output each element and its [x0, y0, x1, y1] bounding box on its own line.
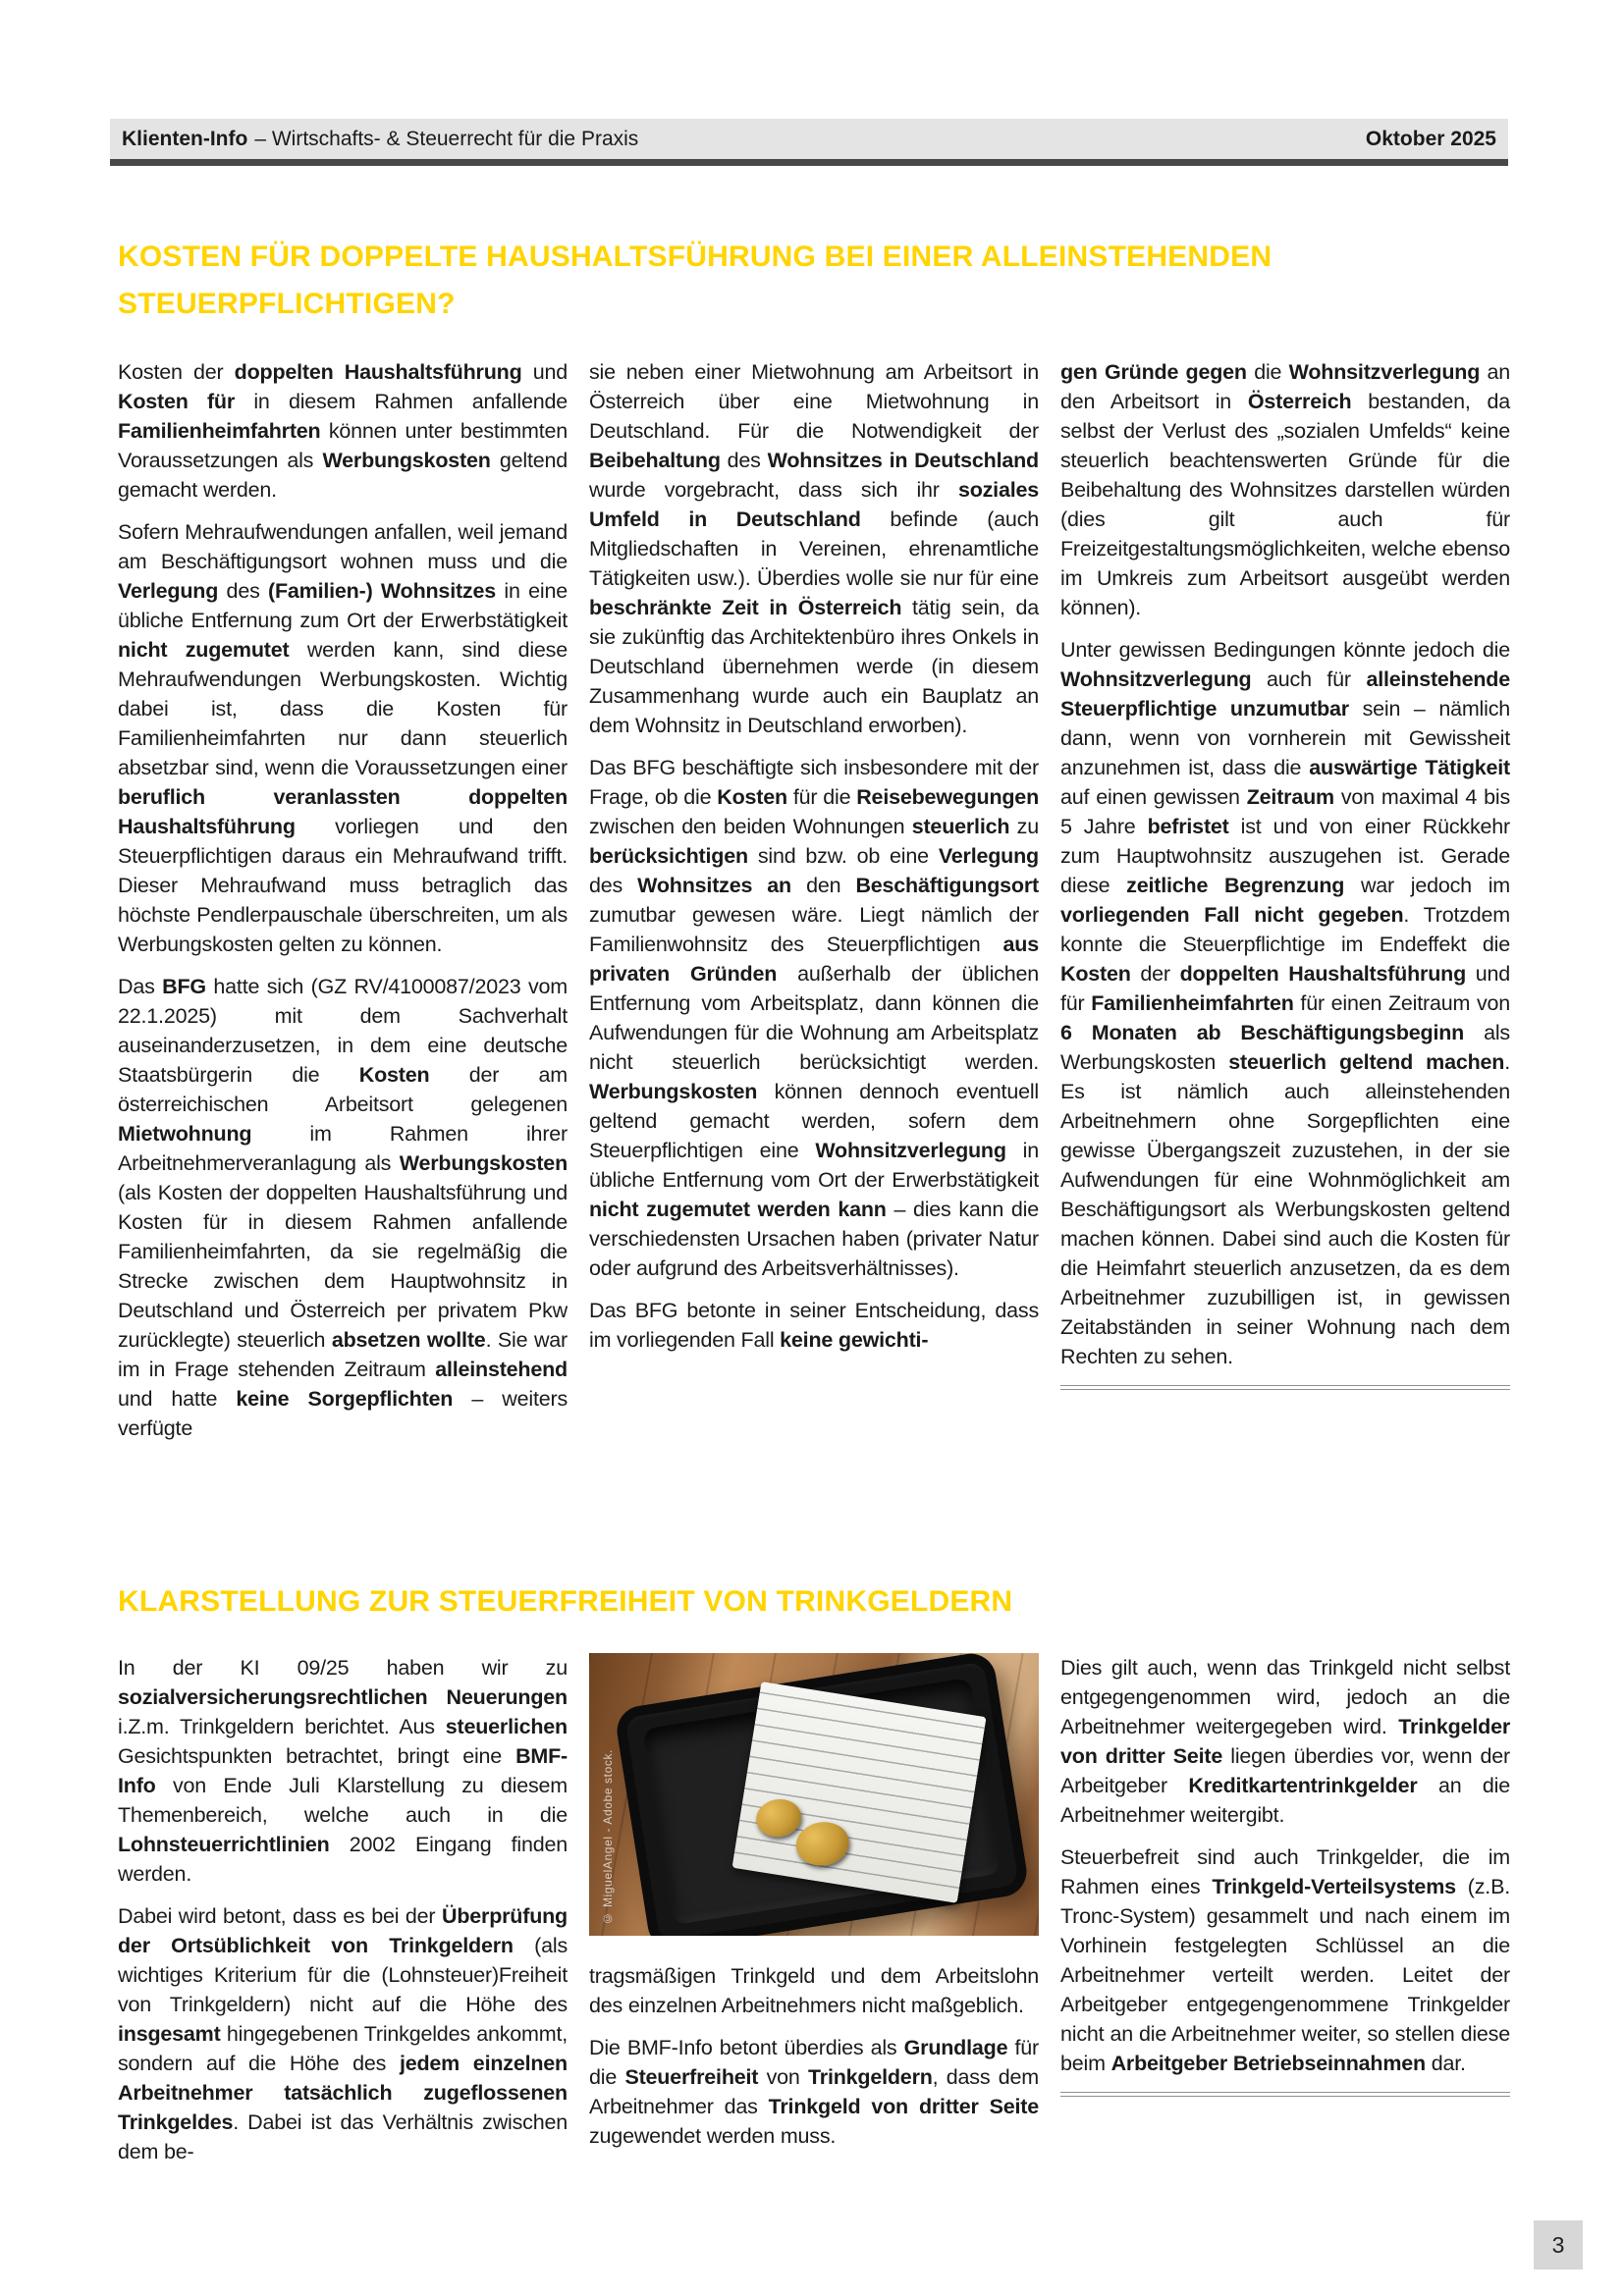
article1-column-2 [589, 357, 1039, 1443]
header-bar [110, 119, 1508, 159]
article-end-rule [1060, 1385, 1510, 1390]
header-rule [110, 159, 1508, 166]
paragraph: Das BFG hatte sich (GZ RV/4100087/2023 vom 22.1.2025) mit dem Sachverhalt auseinanderzusetzen, in dem eine deutsche Staatsbürgerin die Kosten der am österreichischen Arbeitsort gelegenen Mietwohnung im Rahmen ihrer Arbeitnehmerveranlagung als Werbungskosten (als Kosten der doppelten Haushaltsführung und Kosten für in diesem Rahmen anfallende Familienheimfahrten, da sie regelmäßig die Strecke zwischen dem Hauptwohnsitz in Deutschland und Österreich per privatem Pkw zurücklegte) steuerlich absetzen wollte. Sie war im in Frage stehenden Zeitraum alleinstehend und hatte keine Sorgepflichten – weiters verfügte [118, 975, 568, 1440]
article2-column-2 [589, 1653, 1039, 2166]
tip-tray [614, 1653, 1030, 1936]
paragraph: Unter gewissen Bedingungen könnte jedoch die Wohnsitzverlegung auch für alleinstehende Steuerpflichtige unzumutbar sein – nämlich dann, wenn von vornherein mit Gewissheit anzunehmen ist, dass die auswärtige Tätigkeit auf einen gewissen Zeitraum von maximal 4 bis 5 Jahre befristet ist und von einer Rückkehr zum Hauptwohnsitz auszugehen ist. Gerade diese zeitliche Begrenzung war jedoch im vorliegenden Fall nicht gegeben. Trotzdem konnte die Steuerpflichtige im Endeffekt die Kosten der doppelten Haushaltsführung und für Familienheimfahrten für einen Zeitraum von 6 Monaten ab Beschäftigungsbeginn als Werbungskosten steuerlich geltend machen. Es ist nämlich auch alleinstehenden Arbeitnehmern ohne Sorgepflichten eine gewisse Übergangszeit zuzustehen, in der sie Aufwendungen für eine Wohnmöglichkeit am Beschäftigungsort als Werbungskosten geltend machen können. Dabei sind auch die Kosten für die Heimfahrt steuerlich anzusetzen, da es dem Arbeitnehmer zuzubilligen ist, in gewissen Zeitabständen in seiner Wohnung nach dem Rechten zu sehen. [1060, 638, 1511, 1368]
page-number: 3 [1534, 2220, 1583, 2269]
article1-column-1 [118, 357, 568, 1443]
article-end-rule [1060, 2092, 1510, 2097]
paragraph: Sofern Mehraufwendungen anfallen, weil jemand am Beschäftigungsort wohnen muss und die Verlegung des (Familien-) Wohnsitzes in eine übliche Entfernung zum Ort der Erwerbstätigkeit nicht zugemutet werden kann, sind diese Mehraufwendungen Werbungskosten. Wichtig dabei ist, dass die Kosten für Familienheimfahrten nur dann steuerlich absetzbar sind, wenn die Voraussetzungen einer beruflich veranlassten doppelten Haushaltsführung vorliegen und den Steuerpflichtigen daraus ein Mehraufwand trifft. Dieser Mehraufwand muss betraglich das höchste Pendlerpauschale überschreiten, um als Werbungskosten gelten zu können. [118, 520, 568, 956]
article2-body [118, 1653, 1510, 2166]
paragraph: Dabei wird betont, dass es bei der Überprüfung der Ortsüblichkeit von Trinkgeldern (als wichtiges Kriterium für die (Lohnsteuer)Freiheit von Trinkgeldern) nicht auf die Höhe des insgesamt hingegebenen Trinkgeldes ankommt, sondern auf die Höhe des jedem einzelnen Arbeitnehmer tatsächlich zugeflossenen Trinkgeldes. Dabei ist das Verhältnis zwischen dem be- [118, 1904, 568, 2163]
photo-credit: © MiguelAngel - Adobe stock. [601, 1749, 615, 1926]
article2-title: KLARSTELLUNG ZUR STEUERFREIHEIT VON TRINKGELDERN [118, 1585, 1013, 1618]
paragraph: Dies gilt auch, wenn das Trinkgeld nicht selbst entgegengenommen wird, jedoch an die Arbeitnehmer weitergegeben wird. Trinkgelder von dritter Seite liegen überdies vor, wenn der Arbeitgeber Kreditkartentrinkgelder an die Arbeitnehmer weitergibt. [1060, 1656, 1510, 1827]
article1-body [118, 357, 1510, 1443]
paragraph: Das BFG beschäftigte sich insbesondere mit der Frage, ob die Kosten für die Reisebewegungen zwischen den beiden Wohnungen steuerlich zu berücksichtigen sind bzw. ob eine Verlegung des Wohnsitzes an den Beschäftigungsort zumutbar gewesen wäre. Liegt nämlich der Familienwohnsitz des Steuerpflichtigen aus privaten Gründen außerhalb der üblichen Entfernung vom Arbeitsplatz, dann können die Aufwendungen für die Wohnung am Arbeitsplatz nicht steuerlich berücksichtigt werden. Werbungskosten können dennoch eventuell geltend gemacht werden, sofern dem Steuerpflichtigen eine Wohnsitzverlegung in übliche Entfernung vom Ort der Erwerbstätigkeit nicht zugemutet werden kann – dies kann die verschiedensten Ursachen haben (privater Natur oder aufgrund des Arbeitsverhältnisses). [589, 756, 1039, 1280]
paragraph: tragsmäßigen Trinkgeld und dem Arbeitslohn des einzelnen Arbeitnehmers nicht maßgeblich. [589, 1964, 1039, 2017]
tip-tray-photo [589, 1653, 1039, 1936]
paragraph: Das BFG betonte in seiner Entscheidung, dass im vorliegenden Fall keine gewichti- [589, 1299, 1039, 1352]
article1-title: KOSTEN FÜR DOPPELTE HAUSHALTSFÜHRUNG BEI EINER ALLEINSTEHENDEN STEUERPFLICHTIGEN? [118, 240, 1272, 320]
header-subtitle: – Wirtschafts- & Steuerrecht für die Praxis [254, 127, 639, 150]
article1-column-3 [1060, 357, 1510, 1443]
paragraph: Die BMF-Info betont überdies als Grundlage für die Steuerfreiheit von Trinkgeldern, dass dem Arbeitnehmer das Trinkgeld von dritter Seite zugewendet werden muss. [589, 2036, 1039, 2148]
brand-name: Klienten-Info [122, 127, 248, 150]
article2-column-3 [1060, 1653, 1510, 2166]
receipt [731, 1682, 986, 1903]
paragraph: Steuerbefreit sind auch Trinkgelder, die im Rahmen eines Trinkgeld-Verteilsystems (z.B. Tronc-System) gesammelt und nach einem im Vorhinein festgelegten Schlüssel an die Arbeitnehmer verteilt werden. Leitet der Arbeitgeber entgegengenommene Trinkgelder nicht an die Arbeitnehmer weiter, so stellen diese beim Arbeitgeber Betriebseinnahmen dar. [1060, 1845, 1510, 2075]
paragraph: Kosten der doppelten Haushaltsführung und Kosten für in diesem Rahmen anfallende Familienheimfahrten können unter bestimmten Voraussetzungen als Werbungskosten geltend gemacht werden. [118, 360, 568, 502]
header-title [122, 128, 638, 151]
paragraph: sie neben einer Mietwohnung am Arbeitsort in Österreich über eine Mietwohnung in Deutschland. Für die Notwendigkeit der Beibehaltung des Wohnsitzes in Deutschland wurde vorgebracht, dass sich ihr soziales Umfeld in Deutschland befinde (auch Mitgliedschaften in Vereinen, ehrenamtliche Tätigkeiten usw.). Überdies wolle sie nur für eine beschränkte Zeit in Österreich tätig sein, da sie zukünftig das Architektenbüro ihres Onkels in Deutschland übernehmen werde (in diesem Zusammenhang wurde auch ein Bauplatz an dem Wohnsitz in Deutschland erworben). [589, 360, 1039, 737]
article2-column-1 [118, 1653, 568, 2166]
issue-date: Oktober 2025 [1365, 127, 1496, 150]
paragraph: In der KI 09/25 haben wir zu sozialversicherungsrechtlichen Neuerungen i.Z.m. Trinkgeldern berichtet. Aus steuerlichen Gesichtspunkten betrachtet, bringt eine BMF-Info von Ende Juli Klarstellung zu diesem Themenbereich, welche auch in die Lohnsteuerrichtlinien 2002 Eingang finden werden. [118, 1656, 568, 1886]
paragraph: gen Gründe gegen die Wohnsitzverlegung an den Arbeitsort in Österreich bestanden, da selbst der Verlust des „sozialen Umfelds“ keine steuerlich beachtenswerten Gründe für die Beibehaltung des Wohnsitzes darstellen würden (dies gilt auch für Freizeitgestaltungsmöglichkeiten, welche ebenso im Umkreis zum Arbeitsort ausgeübt werden können). [1060, 360, 1511, 619]
